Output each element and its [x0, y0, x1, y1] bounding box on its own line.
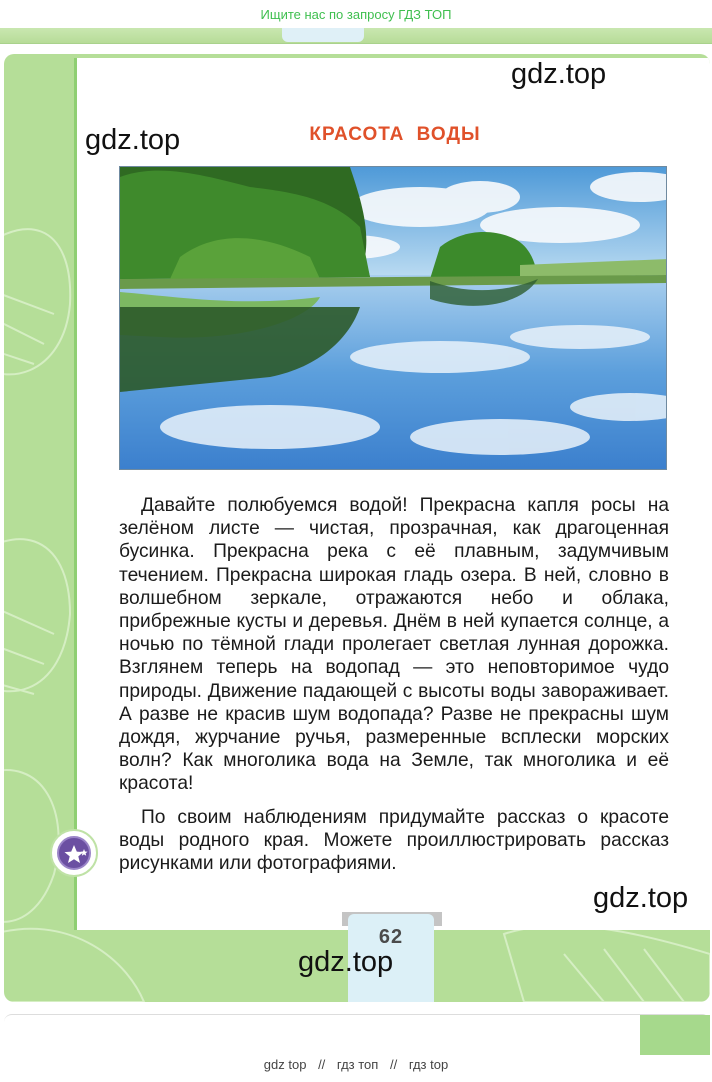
page-number: 62	[378, 926, 404, 948]
lesson-text	[119, 494, 669, 875]
lake-photo	[119, 166, 667, 470]
footer-separator-2: //	[389, 1057, 398, 1072]
footer-link-2[interactable]: гдз топ	[336, 1057, 379, 1072]
watermark-top-right: gdz.top	[511, 58, 607, 90]
watermark-bottom-center: gdz.top	[298, 946, 394, 978]
star-task-icon	[50, 829, 98, 877]
footer	[0, 1054, 712, 1082]
footer-separator-1: //	[318, 1057, 326, 1072]
next-page-edge	[4, 1014, 710, 1054]
lesson-title: КРАСОТА ВОДЫ	[309, 124, 481, 145]
banner-text[interactable]: Ищите нас по запросу ГДЗ ТОП	[260, 7, 452, 22]
watermark-top-left: gdz.top	[85, 124, 181, 156]
previous-page-edge	[0, 28, 712, 44]
textbook-page	[4, 54, 710, 1002]
watermark-bottom-right: gdz.top	[593, 882, 689, 914]
footer-link-1[interactable]: gdz top	[263, 1057, 307, 1072]
previous-page-tab	[282, 28, 364, 42]
footer-link-3[interactable]: гдз top	[408, 1057, 449, 1072]
next-page-corner	[640, 1015, 710, 1055]
lesson-paragraph-2: По своим наблюдениям придумайте рассказ о красоте воды родного края. Можете проиллюстрировать рассказ рисунками или фотографиями.	[119, 806, 669, 875]
page-sheet	[74, 58, 710, 930]
lesson-paragraph-1: Давайте полюбуемся водой! Прекрасна капля росы на зелёном листе — чистая, прозрачная, как драгоценная бусинка. Прекрасна река с её плавным, задумчивым течением. Прекрасна широкая гладь озера. В ней, словно в волшебном зеркале, отражаются небо и облака, прибрежные кусты и деревья. Днём в ней купается солнце, а ночью по тёмной глади пролегает светлая лунная дорожка. Взглянем теперь на водопад — это неповторимое чудо природы. Движение падающей с высоты воды завораживает. А разве не красив шум водопада? Разве не прекрасны шум дождя, журчание ручья, размеренные всплески морских волн? Как многолика вода на Земле, так многолика и её красота!	[119, 495, 669, 795]
